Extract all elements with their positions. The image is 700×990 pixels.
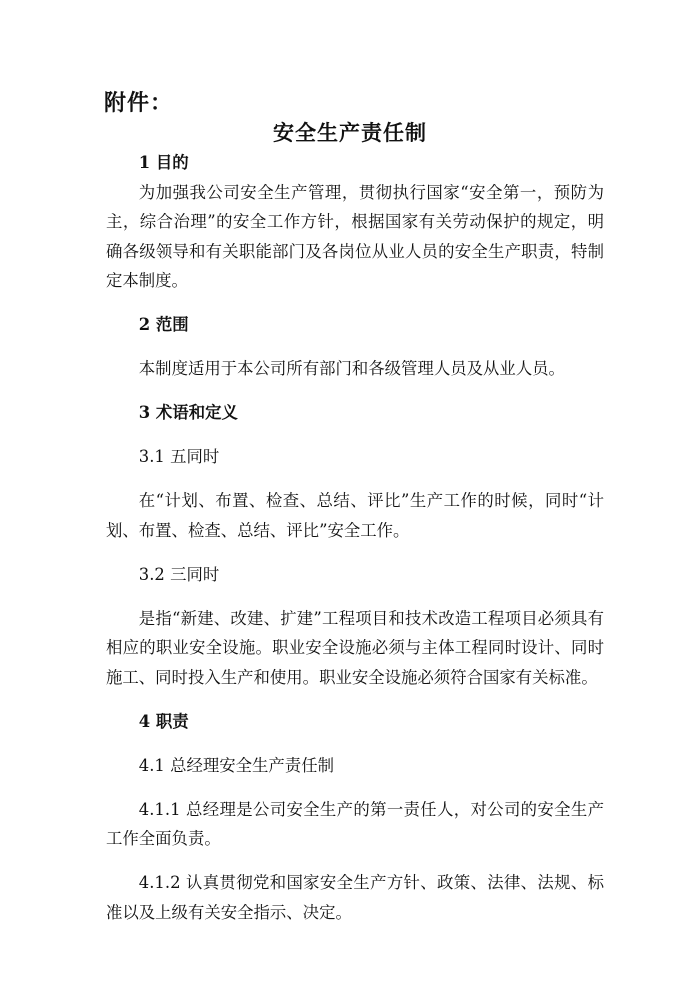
document-title: 安全生产责任制 [273,121,427,145]
paragraph-three-simultaneous: 是指“新建、改建、扩建”工程项目和技术改造工程项目必须具有相应的职业安全设施。职业安全设施必须与主体工程同时设计、同时施工、同时投入生产和使用。职业安全设施必须符合国家有关标准。 [106,608,604,687]
subsection-heading-gm-duties: 4.1 总经理安全生产责任制 [138,755,334,775]
paragraph-purpose: 为加强我公司安全生产管理，贯彻执行国家“安全第一，预防为主，综合治理”的安全工作方针，根据国家有关劳动保护的规定，明确各级领导和有关职能部门及各岗位从业人员的安全生产职责，特制定本制度。 [106,182,604,290]
section-heading-duties: 4 职责 [138,711,189,731]
section-heading-terms: 3 术语和定义 [138,403,238,422]
paragraph-scope: 本制度适用于本公司所有部门和各级管理人员及从业人员。 [138,359,565,378]
section-heading-purpose: 1 目的 [138,153,189,172]
document-body [106,148,604,927]
paragraph-gm-duty-1: 4.1.1 总经理是公司安全生产的第一责任人，对公司的安全生产工作全面负责。 [106,799,604,848]
subsection-heading-three-simultaneous: 3.2 三同时 [138,564,220,584]
subsection-heading-five-simultaneous: 3.1 五同时 [138,447,220,466]
paragraph-gm-duty-2: 4.1.2 认真贯彻党和国家安全生产方针、政策、法律、法规、标准以及上级有关安全指示、决定。 [106,873,604,922]
attachment-label: 附件： [104,91,174,116]
section-heading-scope: 2 范围 [138,315,189,334]
paragraph-five-simultaneous: 在“计划、布置、检查、总结、评比”生产工作的时候，同时“计划、布置、检查、总结、评比”安全工作。 [106,491,604,540]
